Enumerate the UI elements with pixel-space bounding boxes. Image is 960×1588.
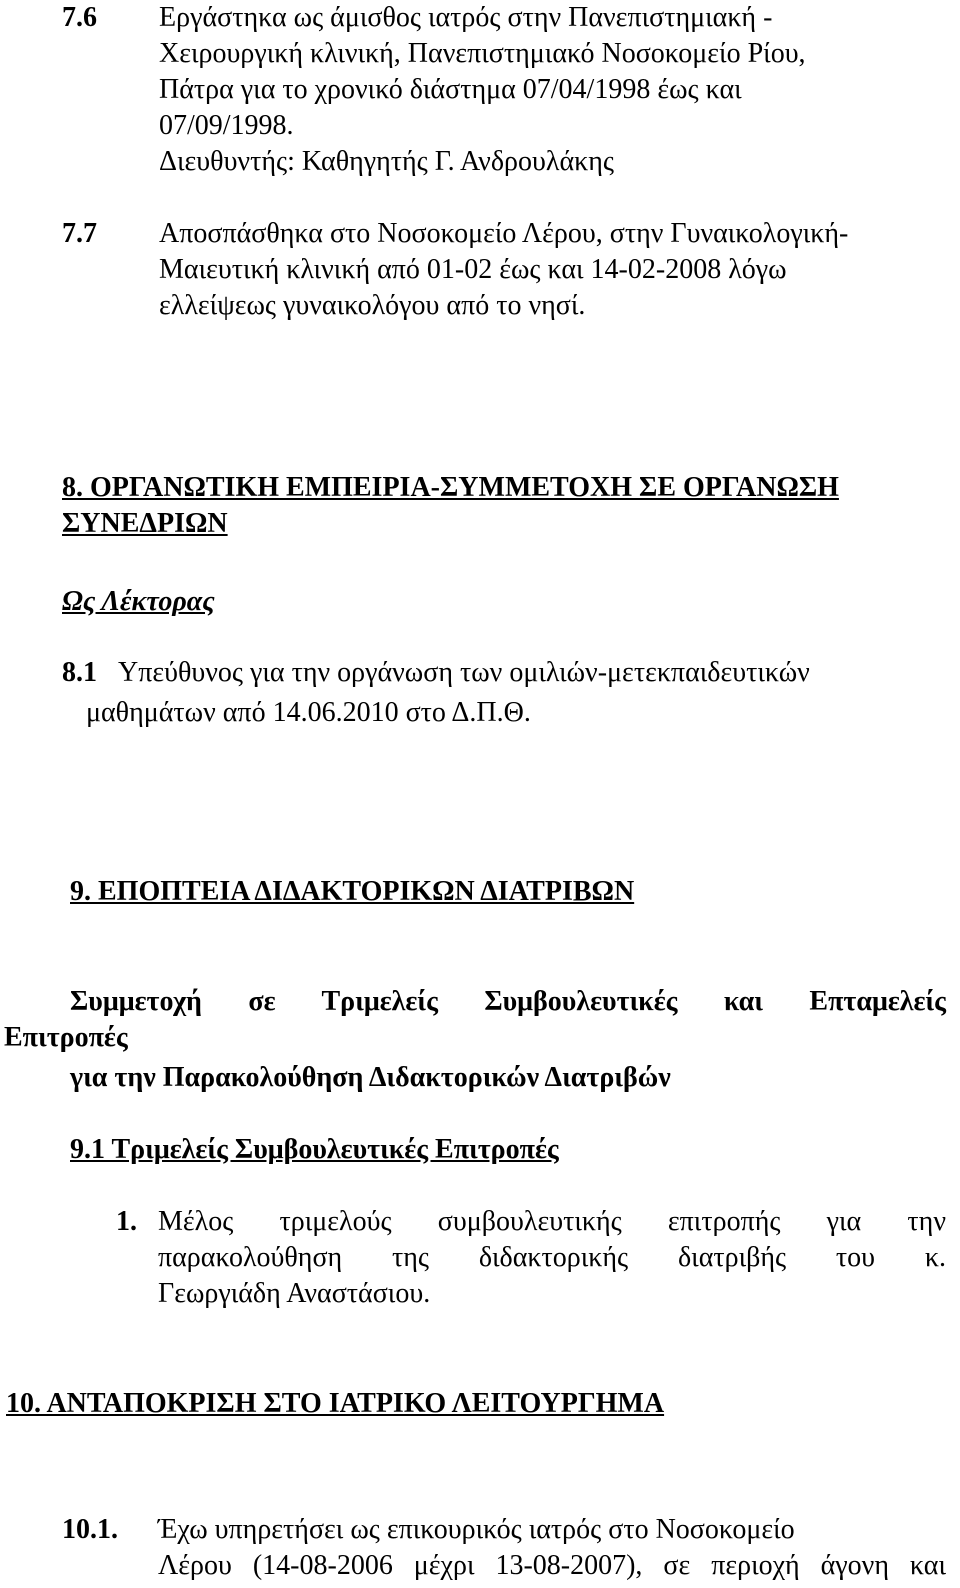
text-line: Μέλος τριμελούς συμβουλευτικής επιτροπής για την [158, 1206, 946, 1237]
text-line: Έχω υπηρετήσει ως επικουρικός ιατρός στο Νοσοκομείο [158, 1514, 795, 1545]
section-9-1-subheading: 9.1 Τριμελείς Συμβουλευτικές Επιτροπές [70, 1134, 559, 1165]
section-8-heading [62, 470, 839, 542]
entry-text [158, 1204, 946, 1312]
text-line: μαθημάτων από 14.06.2010 στο Δ.Π.Θ. [86, 697, 531, 728]
section-9-heading: 9. ΕΠΟΠΤΕΙΑ ΔΙΔΑΚΤΟΡΙΚΩΝ ΔΙΑΤΡΙΒΩΝ [70, 876, 635, 907]
item-text [159, 216, 848, 324]
paragraph-line: για την Παρακολούθηση Διδακτορικών Διατριβών [70, 1062, 671, 1093]
text-line: Λέρου (14-08-2006 μέχρι 13-08-2007), σε περιοχή άγονη και [158, 1550, 946, 1581]
item-text [158, 1512, 946, 1584]
text-line: παρακολούθηση της διδακτορικής διατριβής του κ. [158, 1242, 946, 1273]
heading-line: ΣΥΝΕΔΡΙΩΝ [62, 508, 228, 539]
item-number: 7.6 [62, 2, 97, 33]
heading-line: 8. ΟΡΓΑΝΩΤΙΚΗ ΕΜΠΕΙΡΙΑ-ΣΥΜΜΕΤΟΧΗ ΣΕ ΟΡΓΑΝΩΣΗ [62, 472, 839, 503]
item-number: 8.1 [62, 657, 97, 688]
text-line: Γεωργιάδη Αναστάσιου. [158, 1278, 431, 1309]
text-line: Υπεύθυνος για την οργάνωση των ομιλιών-μετεκπαιδευτικών [118, 657, 810, 688]
item-number: 10.1. [62, 1514, 118, 1545]
text-line: Εργάστηκα ως άμισθος ιατρός στην Πανεπιστημιακή - [159, 2, 773, 33]
entry-number: 1. [116, 1206, 137, 1237]
paragraph-line: Επιτροπές [4, 1022, 128, 1053]
section-10-heading: 10. ΑΝΤΑΠΟΚΡΙΣΗ ΣΤΟ ΙΑΤΡΙΚΟ ΛΕΙΤΟΥΡΓΗΜΑ [6, 1388, 665, 1419]
section-8-subheading: Ως Λέκτορας [62, 586, 215, 617]
text-line: Αποσπάσθηκα στο Νοσοκομείο Λέρου, στην Γυναικολογική- [159, 218, 849, 249]
text-line: Διευθυντής: Καθηγητής Γ. Ανδρουλάκης [159, 146, 614, 177]
text-line: 07/09/1998. [159, 110, 294, 141]
item-number: 7.7 [62, 218, 97, 249]
text-line: Χειρουργική κλινική, Πανεπιστημιακό Νοσοκομείο Ρίου, [159, 38, 806, 69]
text-line: ελλείψεως γυναικολόγου από το νησί. [159, 290, 586, 321]
text-line: Πάτρα για το χρονικό διάστημα 07/04/1998 έως και [159, 74, 742, 105]
paragraph-line: Συμμετοχή σε Τριμελείς Συμβουλευτικές και Επταμελείς [70, 986, 946, 1017]
committee-paragraph [0, 984, 946, 1096]
text-line: Μαιευτική κλινική από 01-02 έως και 14-02-2008 λόγω [159, 254, 787, 285]
item-text [159, 0, 806, 180]
